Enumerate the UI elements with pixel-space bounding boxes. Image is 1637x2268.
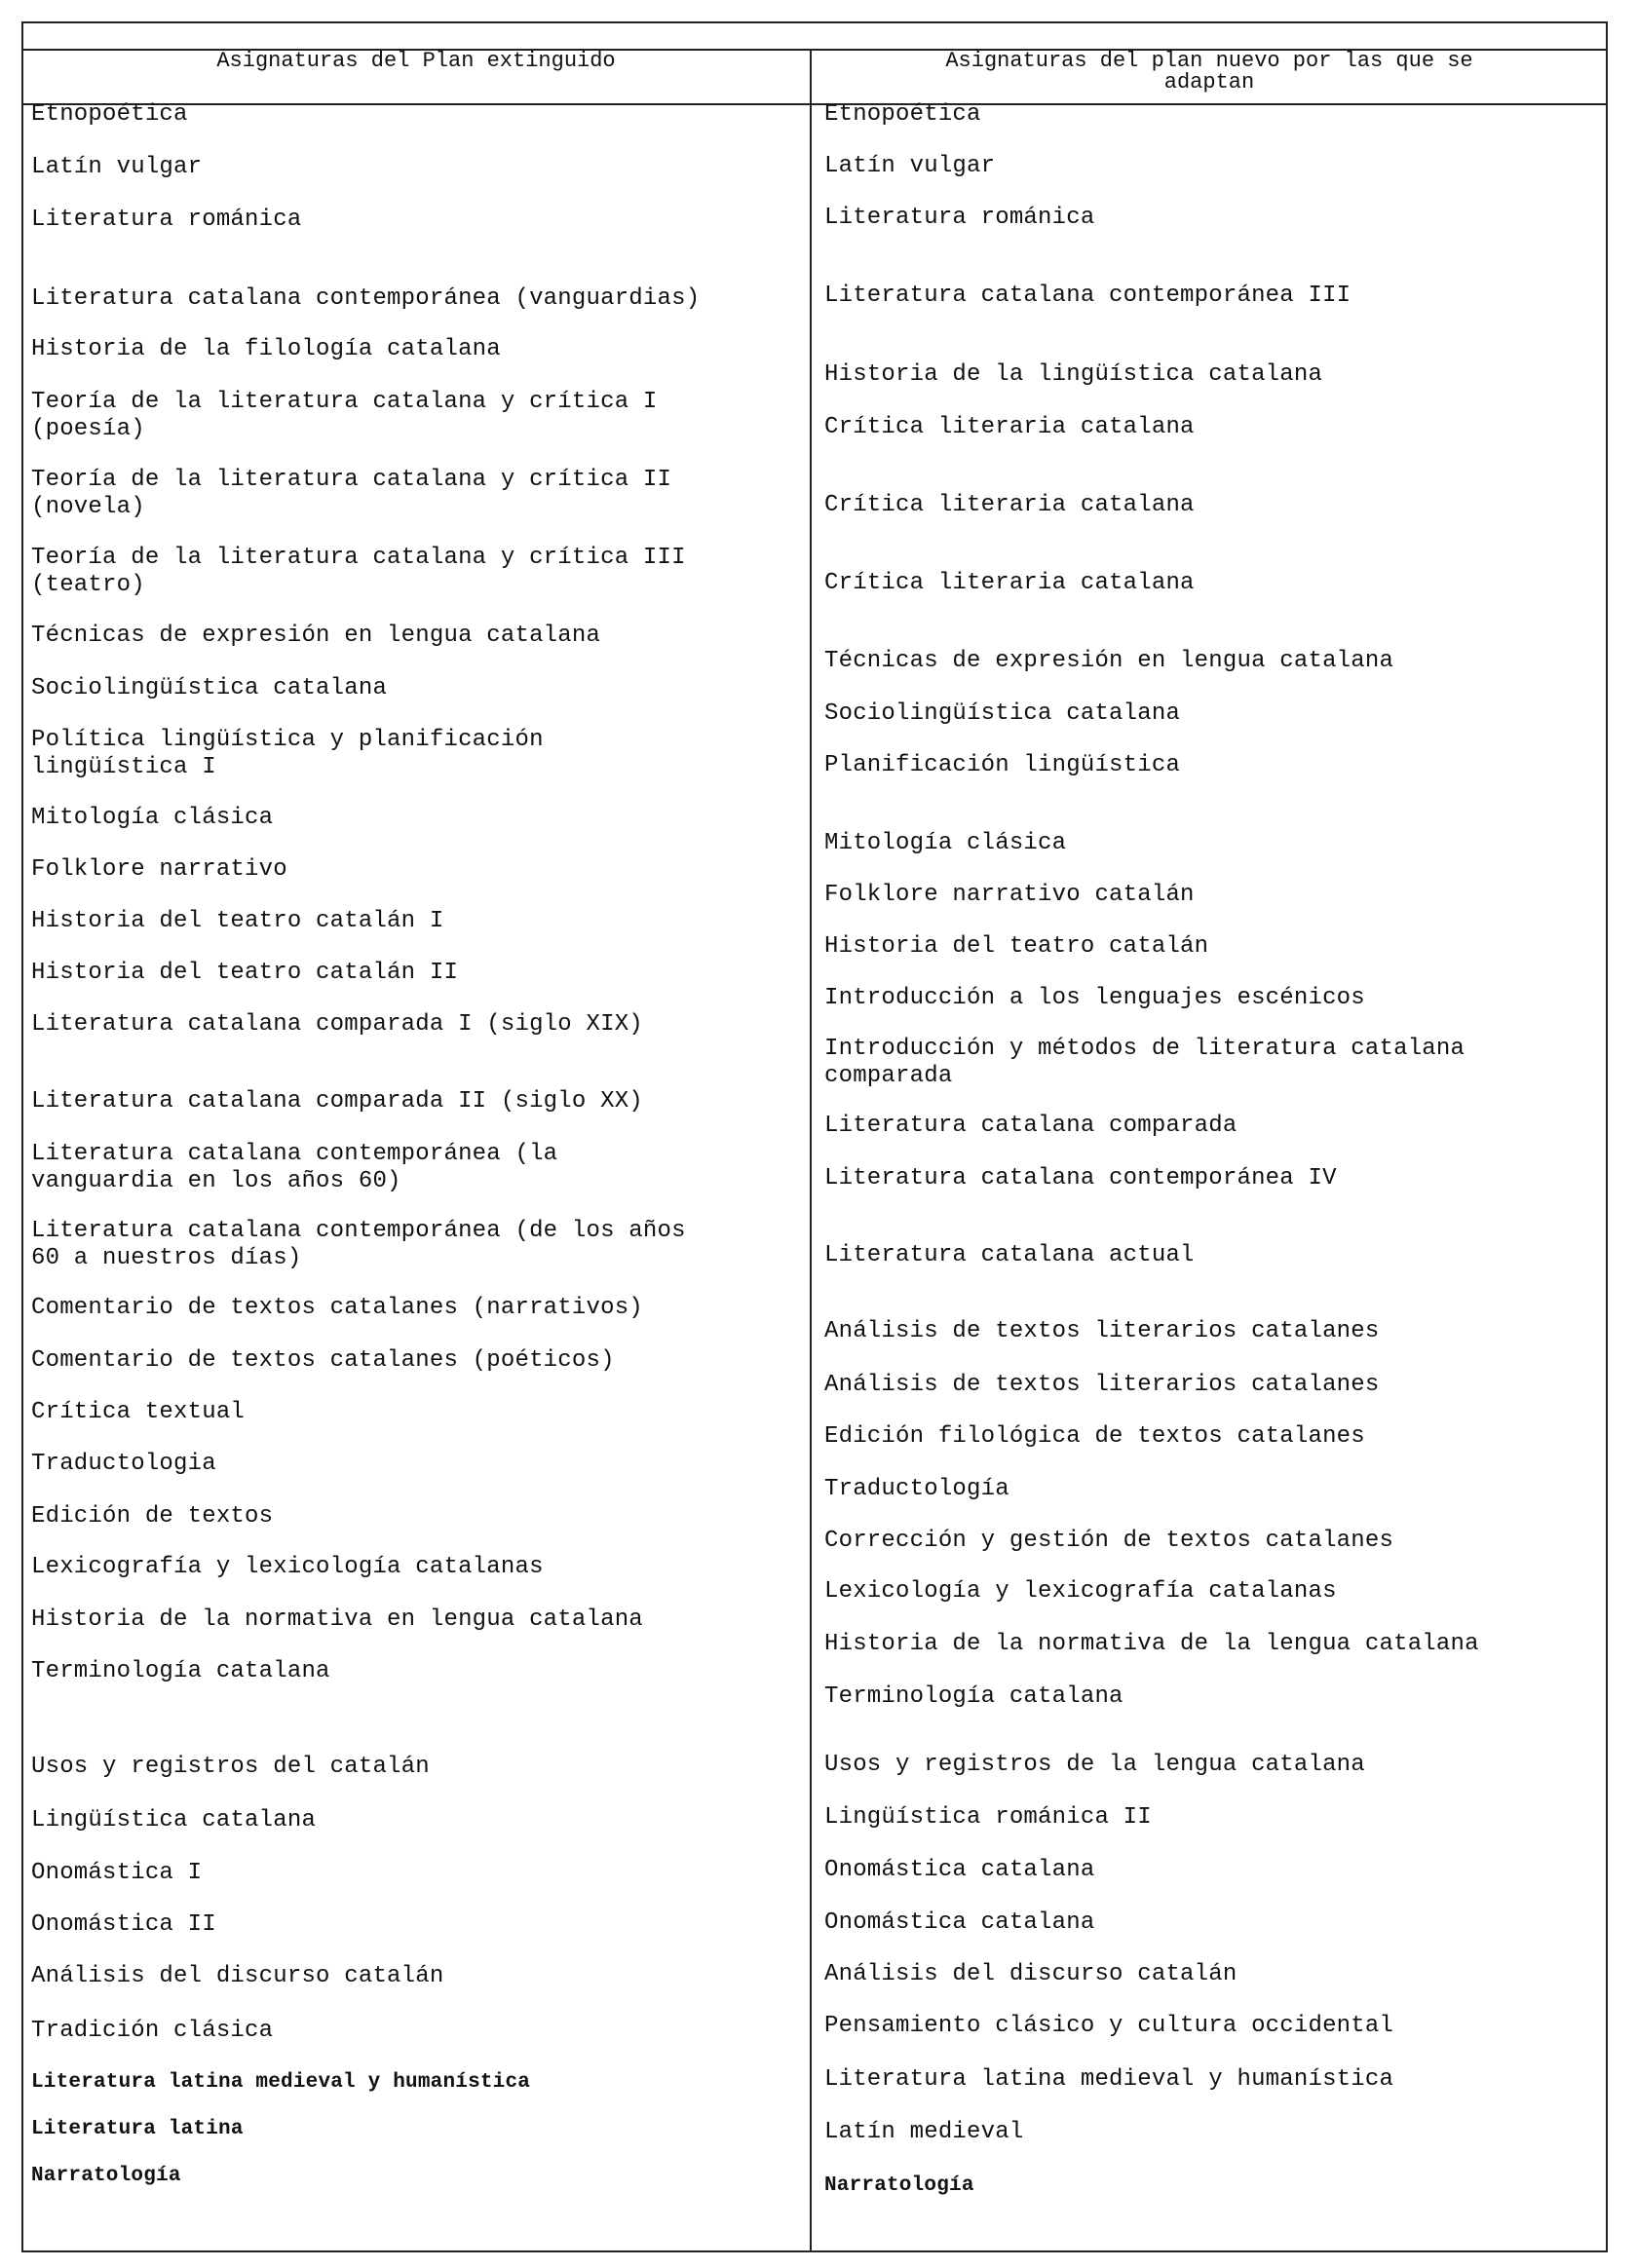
old-subject: Literatura latina medieval y humanística: [31, 2071, 531, 2094]
new-subject: Etnopoética: [824, 101, 981, 128]
new-subject: Lingüística románica II: [824, 1804, 1152, 1831]
old-subject: Literatura latina: [31, 2118, 244, 2140]
old-subject: Terminología catalana: [31, 1658, 330, 1684]
old-subject: Técnicas de expresión en lengua catalana: [31, 623, 601, 649]
old-subject: Literatura catalana contemporánea (de los años 60 a nuestros días): [31, 1218, 686, 1271]
new-subject: Literatura latina medieval y humanística: [824, 2066, 1394, 2093]
new-subject: Historia de la lingüística catalana: [824, 361, 1323, 388]
new-subject: Historia de la normativa de la lengua catalana: [824, 1631, 1479, 1657]
new-subject: Latín medieval: [824, 2119, 1024, 2145]
new-subject: Introducción y métodos de literatura catalana comparada: [824, 1036, 1466, 1089]
new-subject: Edición filológica de textos catalanes: [824, 1423, 1365, 1450]
old-subject: Lingüística catalana: [31, 1807, 317, 1833]
old-subject: Teoría de la literatura catalana y crítica II (novela): [31, 467, 672, 520]
old-subject: Lexicografía y lexicología catalanas: [31, 1554, 544, 1580]
old-subject: Historia de la filología catalana: [31, 336, 501, 362]
new-subject: Introducción a los lenguajes escénicos: [824, 985, 1365, 1011]
new-subject: Literatura catalana contemporánea IV: [824, 1165, 1337, 1191]
new-subject: Crítica literaria catalana: [824, 570, 1195, 596]
old-subject: Historia del teatro catalán II: [31, 960, 459, 986]
old-subject: Literatura románica: [31, 207, 302, 233]
new-subject: Técnicas de expresión en lengua catalana: [824, 648, 1394, 674]
column-divider: [810, 49, 812, 2252]
new-subject: Análisis de textos literarios catalanes: [824, 1318, 1380, 1344]
old-subject: Mitología clásica: [31, 805, 274, 831]
old-subject: Folklore narrativo: [31, 856, 287, 883]
new-subject: Traductología: [824, 1476, 1009, 1502]
old-subject: Usos y registros del catalán: [31, 1754, 430, 1780]
old-subject: Onomástica II: [31, 1911, 216, 1938]
new-subject: Lexicología y lexicografía catalanas: [824, 1578, 1337, 1605]
new-subject: Literatura románica: [824, 205, 1095, 231]
old-subject: Narratología: [31, 2165, 181, 2187]
new-subject: Análisis de textos literarios catalanes: [824, 1372, 1380, 1398]
new-subject: Pensamiento clásico y cultura occidental: [824, 2013, 1394, 2039]
new-subject: Sociolingüística catalana: [824, 700, 1181, 727]
new-subject: Historia del teatro catalán: [824, 933, 1209, 960]
new-subject: Planificación lingüística: [824, 752, 1181, 778]
new-subject: Onomástica catalana: [824, 1857, 1095, 1883]
old-subject: Análisis del discurso catalán: [31, 1963, 444, 1989]
old-subject: Comentario de textos catalanes (poéticos): [31, 1347, 615, 1374]
new-subject: Corrección y gestión de textos catalanes: [824, 1528, 1394, 1554]
old-subject: Onomástica I: [31, 1860, 203, 1886]
header-old-plan: Asignaturas del Plan extinguido: [216, 49, 616, 73]
old-subject: Literatura catalana contemporánea (vanguardias): [31, 285, 701, 312]
old-subject: Etnopoética: [31, 101, 188, 128]
old-subject: Traductologia: [31, 1451, 216, 1477]
old-subject: Latín vulgar: [31, 154, 203, 180]
new-subject: Mitología clásica: [824, 830, 1067, 856]
new-subject: Usos y registros de la lengua catalana: [824, 1752, 1365, 1778]
old-subject: Literatura catalana comparada I (siglo XIX): [31, 1011, 643, 1038]
old-subject: Teoría de la literatura catalana y crítica III (teatro): [31, 545, 686, 598]
new-subject: Onomástica catalana: [824, 1909, 1095, 1936]
new-subject: Crítica literaria catalana: [824, 492, 1195, 518]
new-subject: Literatura catalana contemporánea III: [824, 283, 1351, 309]
old-subject: Edición de textos: [31, 1503, 274, 1530]
new-subject: Literatura catalana comparada: [824, 1113, 1237, 1139]
new-subject: Terminología catalana: [824, 1683, 1123, 1710]
old-subject: Historia de la normativa en lengua catalana: [31, 1606, 643, 1633]
old-subject: Literatura catalana comparada II (siglo XX): [31, 1088, 643, 1115]
old-subject: Historia del teatro catalán I: [31, 908, 444, 934]
old-subject: Literatura catalana contemporánea (la vanguardia en los años 60): [31, 1141, 558, 1194]
new-subject: Literatura catalana actual: [824, 1242, 1195, 1268]
old-subject: Crítica textual: [31, 1399, 246, 1425]
new-subject: Crítica literaria catalana: [824, 414, 1195, 440]
header-new-plan: Asignaturas del plan nuevo por las que se adaptan: [945, 49, 1473, 94]
old-subject: Comentario de textos catalanes (narrativos): [31, 1295, 643, 1321]
old-subject: Teoría de la literatura catalana y crítica I (poesía): [31, 389, 658, 442]
old-subject: Sociolingüística catalana: [31, 675, 388, 701]
old-subject: Tradición clásica: [31, 2018, 274, 2044]
new-subject: Latín vulgar: [824, 153, 996, 179]
new-subject: Folklore narrativo catalán: [824, 882, 1195, 908]
new-subject: Narratología: [824, 2174, 974, 2197]
old-subject: Política lingüística y planificación lingüística I: [31, 727, 544, 780]
new-subject: Análisis del discurso catalán: [824, 1961, 1237, 1987]
table-top-strip: [21, 21, 1608, 51]
